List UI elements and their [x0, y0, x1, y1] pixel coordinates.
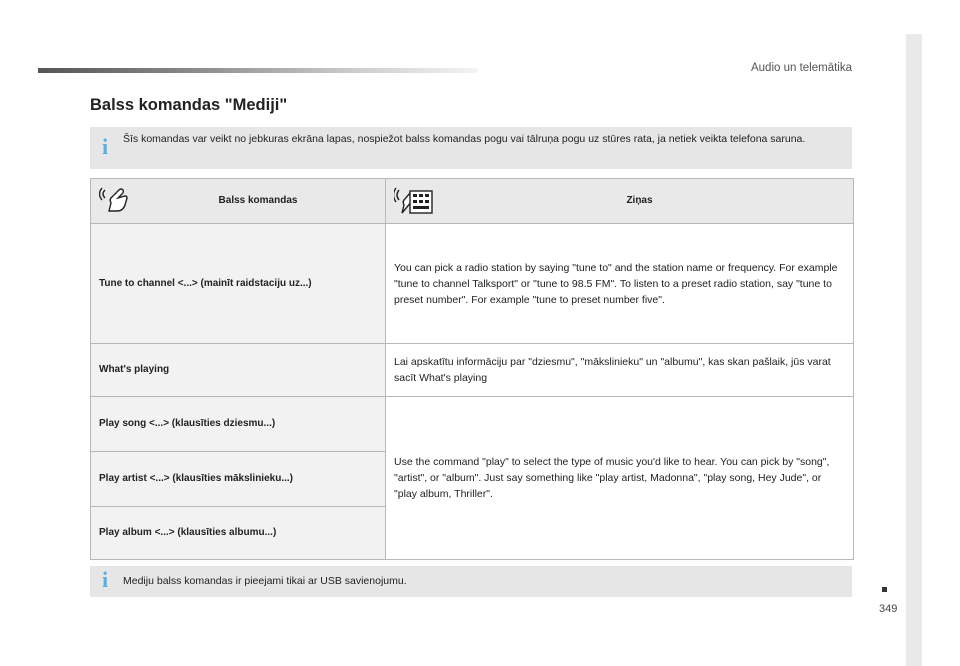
info-note-text: Šīs komandas var veikt no jebkuras ekrāna lapas, nospiežot balss komandas pogu vai tālruņa pogu uz stūres rata, ja netiek veikta telefona saruna. — [123, 133, 806, 145]
info-note-top — [90, 127, 852, 169]
info-note-text: Mediju balss komandas ir pieejami tikai ar USB savienojumu. — [123, 575, 407, 587]
table-row — [91, 344, 854, 397]
table-row — [91, 224, 854, 344]
page-number: 349 — [879, 603, 898, 615]
table-row — [91, 397, 854, 452]
section-label: Audio un telemātika — [750, 62, 852, 74]
command-cell: Play song <...> (klausīties dziesmu...) — [91, 397, 386, 452]
message-cell: You can pick a radio station by saying "tune to" and the station name or frequency. For example "tune to channel Talksport" or "tune to 98.5 FM". To listen to a preset radio station, say "tune to preset number". For example "tune to preset number five". — [386, 224, 854, 344]
voice-screen-icon — [394, 185, 434, 221]
info-icon: i — [102, 567, 109, 592]
header-messages — [386, 179, 854, 224]
command-cell: What's playing — [91, 344, 386, 397]
message-cell: Lai apskatītu informāciju par "dziesmu", "mākslinieku" un "albumu", kas skan pašlaik, jūs varat sacīt What's playing — [386, 344, 854, 397]
table-header-row — [91, 179, 854, 224]
page-edge-bar — [906, 34, 922, 666]
page-marker — [882, 587, 887, 592]
command-cell: Play artist <...> (klausīties mākslinieku...) — [91, 452, 386, 507]
info-note-bottom — [90, 566, 852, 597]
command-cell: Play album <...> (klausīties albumu...) — [91, 507, 386, 560]
voice-commands-table — [90, 178, 854, 560]
command-cell: Tune to channel <...> (mainīt raidstaciju uz...) — [91, 224, 386, 344]
header-voice-commands — [91, 179, 386, 224]
header-rule — [38, 68, 478, 73]
header-label: Balss komandas — [218, 195, 298, 206]
message-cell: Use the command "play" to select the type of music you'd like to hear. You can pick by "song", "artist", or "album". Just say something like "play artist, Madonna", "play song, Hey Jude", or "play album, Thriller". — [386, 397, 854, 560]
info-icon: i — [102, 134, 109, 159]
voice-command-icon — [99, 185, 129, 219]
page-title: Balss komandas "Mediji" — [90, 96, 288, 114]
header-label: Ziņas — [626, 195, 653, 206]
